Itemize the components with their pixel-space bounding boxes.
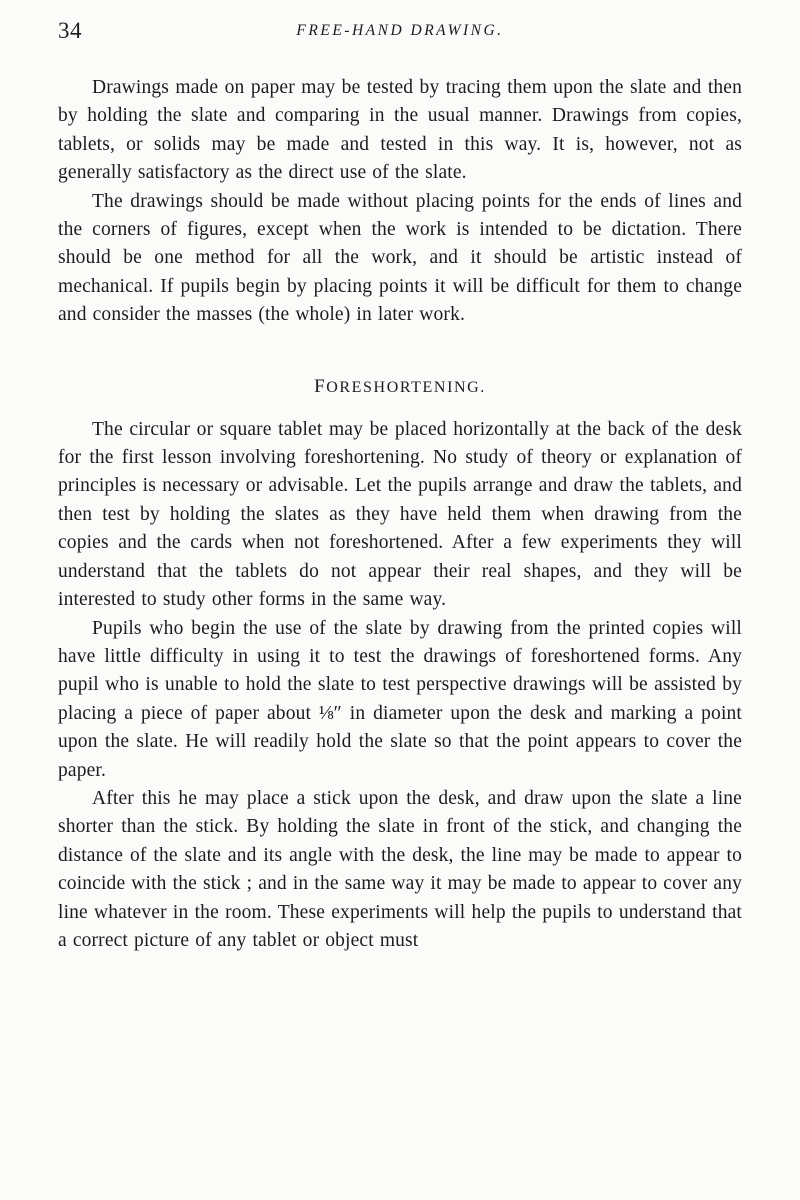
section-heading-initial: F: [314, 375, 327, 397]
page-number: 34: [58, 18, 82, 43]
paragraph: The circular or square tablet may be placed horizontally at the back of the desk for the first lesson involving foreshortening. No study of theory or explanation of principles is necessary or advisable. Let the pupils arrange and draw the tablets, and then test by holding the slates as they have held them when drawing from the copies and the cards when not foreshortened. After a few experiments they will understand that the tablets do not appear their real shapes, and they will be interested to study other forms in the same way.: [58, 418, 742, 611]
paragraph: Pupils who begin the use of the slate by drawing from the printed copies will have little difficulty in using it to test the drawings of foreshortened forms. Any pupil who is unable to hold the slate to test perspective drawings will be assisted by placing a piece of paper about ⅛″ in diameter upon the desk and marking a point upon the slate. He will readily hold the slate so that the point appears to cover the paper.: [58, 617, 742, 781]
book-page: [58, 14, 742, 955]
section-heading-text: ORESHORTENING.: [326, 378, 486, 396]
body-text: [58, 74, 742, 955]
running-title: FREE-HAND DRAWING.: [296, 22, 504, 39]
paragraph: Drawings made on paper may be tested by tracing them upon the slate and then by holding the slate and comparing in the usual manner. Drawings from copies, tablets, or solids may be made and tested in this way. It is, however, not as generally satisfactory as the direct use of the slate.: [58, 77, 742, 184]
page-header: [58, 14, 742, 52]
paragraph: The drawings should be made without placing points for the ends of lines and the corners of figures, except when the work is intended to be dictation. There should be one method for all the work, and it should be artistic instead of mechanical. If pupils begin by placing points it will be difficult for them to change and consider the masses (the whole) in later work.: [58, 190, 742, 326]
section-heading: [58, 376, 742, 398]
paragraph: After this he may place a stick upon the desk, and draw upon the slate a line shorter than the stick. By holding the slate in front of the stick, and changing the distance of the slate and its angle with the desk, the line may be made to appear to coincide with the stick ; and in the same way it may be made to appear to cover any line whatever in the room. These experiments will help the pupils to understand that a correct picture of any tablet or object must: [58, 787, 742, 951]
